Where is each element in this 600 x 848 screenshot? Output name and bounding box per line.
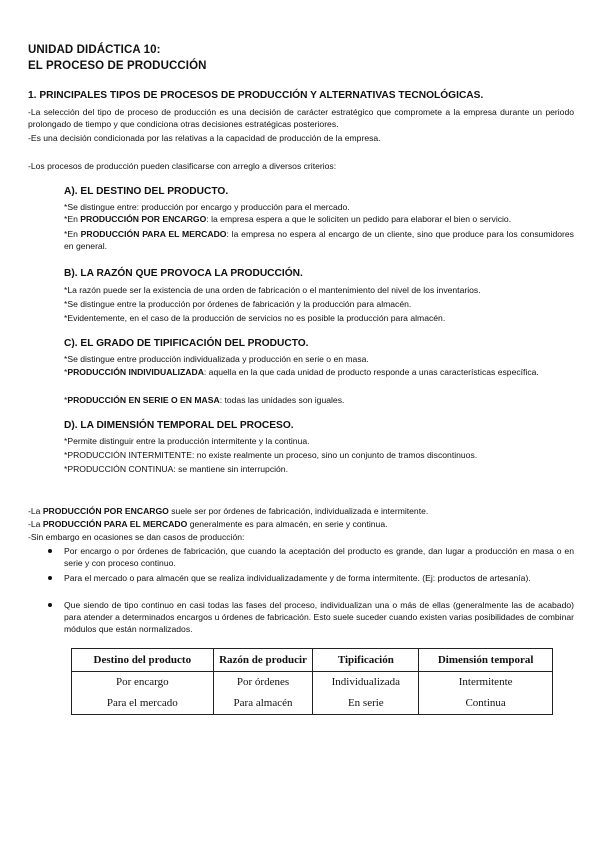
document-title-line2: EL PROCESO DE PRODUCCIÓN [28, 60, 207, 72]
table-row [72, 693, 553, 715]
bullet-dot [48, 576, 52, 580]
section1-paragraph-3: -Los procesos de producción pueden clasificarse con arreglo a diversos criterios: [28, 161, 337, 171]
production-types-table [71, 648, 553, 715]
criterion-c-heading: C). EL GRADO DE TIPIFICACIÓN DEL PRODUCTO. [64, 338, 309, 349]
criterion-d-heading: D). LA DIMENSIÓN TEMPORAL DEL PROCESO. [64, 420, 294, 431]
table-cell: Continua [419, 693, 553, 715]
criterion-b-line-3: *Evidentemente, en el caso de la producción de servicios no es posible la producción para almacén. [64, 313, 446, 323]
criterion-b-line-2: *Se distingue entre la producción por órdenes de fabricación y la producción para almacén. [64, 299, 412, 309]
criterion-c-line-3: *PRODUCCIÓN EN SERIE O EN MASA: todas las unidades son iguales. [64, 395, 345, 405]
criterion-b-heading: B). LA RAZÓN QUE PROVOCA LA PRODUCCIÓN. [64, 268, 303, 279]
bullet-dot [48, 549, 52, 553]
criterion-d-line-3: *PRODUCCIÓN CONTINUA: se mantiene sin interrupción. [64, 464, 288, 474]
criterion-b-line-1: *La razón puede ser la existencia de una orden de fabricación o el mantenimiento del nivel de los inventarios. [64, 285, 481, 295]
section1-paragraph-2: -Es una decisión condicionada por las relativas a la capacidad de producción de la empresa. [28, 133, 381, 143]
section1-heading: 1. PRINCIPALES TIPOS DE PROCESOS DE PRODUCCIÓN Y ALTERNATIVAS TECNOLÓGICAS. [28, 90, 484, 101]
criterion-a-line-2: *En PRODUCCIÓN POR ENCARGO: la empresa espera a que le soliciten un pedido para elaborar el bien o servicio. [64, 214, 512, 224]
table-cell: Por órdenes [213, 672, 313, 694]
criterion-a-line-3: *En PRODUCCIÓN PARA EL MERCADO: la empresa no espera al encargo de un cliente, sino que produce para los consumidores en general. [64, 229, 574, 251]
table-cell: Intermitente [419, 672, 553, 694]
criterion-d-line-2: *PRODUCCIÓN INTERMITENTE: no existe realmente un proceso, sino un conjunto de tramos discontinuos. [64, 450, 478, 460]
criterion-a-line-1: *Se distingue entre: producción por encargo y producción para el mercado. [64, 202, 350, 212]
section1-paragraph-1: -La selección del tipo de proceso de producción es una decisión de carácter estratégico que compromete a la empresa durante un periodo prolongado de tiempo y que condiciona otras decisiones estratégicas posteriores. [28, 107, 574, 129]
criterion-c-line-1: *Se distingue entre producción individualizada y producción en serie o en masa. [64, 354, 369, 364]
summary-bullet-1: Por encargo o por órdenes de fabricación, que cuando la aceptación del producto es grande, dan lugar a producción en masa o en serie y con proceso continuo. [64, 546, 574, 568]
table-header-cell: Tipificación [313, 649, 419, 672]
summary-line-3: -Sin embargo en ocasiones se dan casos de producción: [28, 532, 245, 542]
table-cell: Para almacén [213, 693, 313, 715]
bullet-dot [48, 603, 52, 607]
criterion-c-line-2: *PRODUCCIÓN INDIVIDUALIZADA: aquella en la que cada unidad de producto responde a unas características específica. [64, 367, 539, 377]
table-header-row [72, 649, 553, 672]
summary-bullet-2: Para el mercado o para almacén que se realiza individualizadamente y de forma intermitente. (Ej: productos de artesanía). [64, 573, 531, 583]
summary-bullet-3: Que siendo de tipo continuo en casi todas las fases del proceso, individualizan una o más de ellas (generalmente las de acabado) para atender a determinados encargos u órdenes de fabricación. Esto suele suceder cuando existen varias posibilidades de combinar módulos que están normalizados. [64, 600, 574, 634]
criterion-d-line-1: *Permite distinguir entre la producción intermitente y la continua. [64, 436, 310, 446]
table-cell: Para el mercado [72, 693, 214, 715]
document-title-line1: UNIDAD DIDÁCTICA 10: [28, 44, 161, 56]
summary-line-2: -La PRODUCCIÓN PARA EL MERCADO generalmente es para almacén, en serie y continua. [28, 519, 388, 529]
table-cell: En serie [313, 693, 419, 715]
table-cell: Individualizada [313, 672, 419, 694]
criterion-a-heading: A). EL DESTINO DEL PRODUCTO. [64, 186, 229, 197]
table-header-cell: Dimensión temporal [419, 649, 553, 672]
summary-line-1: -La PRODUCCIÓN POR ENCARGO suele ser por órdenes de fabricación, individualizada e intermitente. [28, 506, 429, 516]
table-header-cell: Razón de producir [213, 649, 313, 672]
table-header-cell: Destino del producto [72, 649, 214, 672]
table-row [72, 672, 553, 694]
table-cell: Por encargo [72, 672, 214, 694]
